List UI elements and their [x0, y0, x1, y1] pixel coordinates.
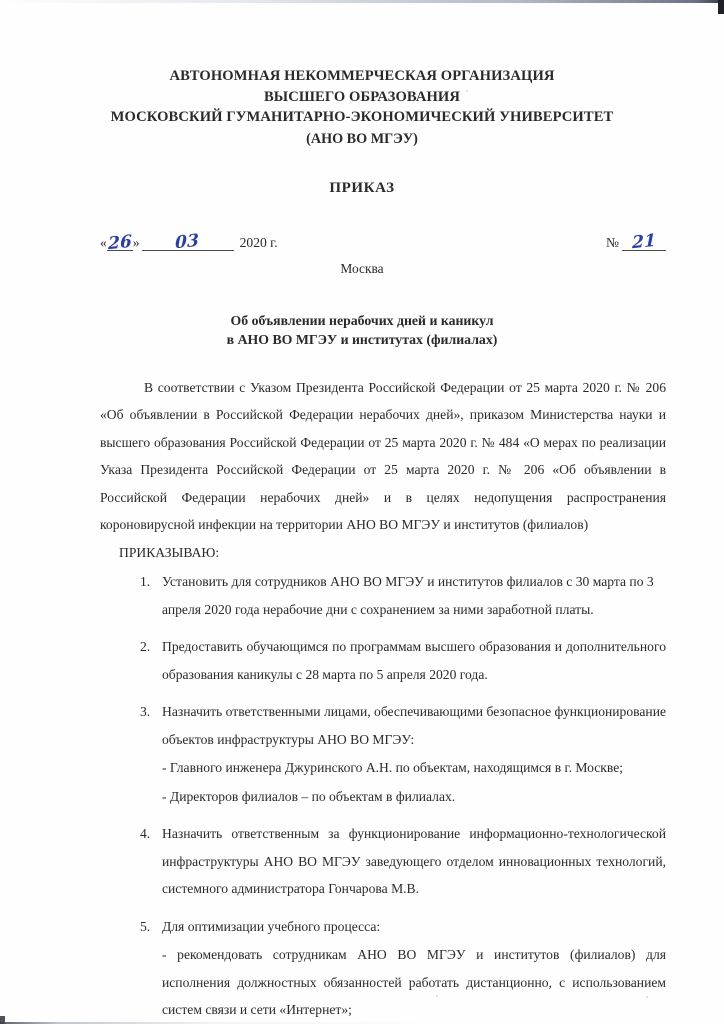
organization-line-3: МОСКОВСКИЙ ГУМАНИТАРНО-ЭКОНОМИЧЕСКИЙ УНИВЕРСИТЕТ — [110, 109, 614, 125]
orders-heading: ПРИКАЗЫВАЮ: — [119, 544, 220, 560]
order-item — [100, 698, 666, 810]
order-item — [100, 913, 666, 1024]
date-year: 2020 г. — [239, 234, 278, 250]
document-kind-title: ПРИКАЗ — [329, 179, 395, 196]
document-number-group — [606, 230, 666, 253]
date-day-handwritten: 26 — [107, 231, 132, 254]
order-subitem: - Директоров филиалов – по объектам в филиалах. — [162, 788, 456, 804]
order-item — [100, 820, 666, 903]
number-label: № — [606, 234, 619, 250]
order-item-marker: 4. — [140, 826, 151, 841]
document-city: Москва — [340, 260, 384, 276]
document-body — [0, 374, 724, 1024]
subject-line-2: в АНО ВО МГЭУ и институтах (филиалах) — [226, 331, 498, 347]
number-field — [622, 230, 666, 253]
date-month-handwritten: 03 — [175, 230, 200, 253]
organization-header — [0, 0, 724, 128]
order-subitem: - рекомендовать сотрудникам АНО ВО МГЭУ и институтов (филиалов) для исполнения должностных обязанностей работать дистанционно, с использованием систем связи и сети «Интернет»; — [162, 947, 666, 1017]
order-subitem: - Главного инженера Джуринского А.Н. по объектам, находящимся в г. Москве; — [162, 760, 624, 775]
order-item-text: Для оптимизации учебного процесса: — [162, 918, 381, 934]
number-handwritten: 21 — [631, 230, 657, 253]
order-item-text: Предоставить обучающимся по программам высшего образования и дополнительного образования каникулы с 28 марта по 5 апреля 2020 года. — [162, 639, 666, 682]
organization-abbreviation: (АНО ВО МГЭУ) — [306, 130, 418, 147]
order-item — [100, 633, 666, 688]
document-date-group — [100, 230, 278, 254]
orders-list — [100, 568, 666, 1024]
order-item-marker: 1. — [140, 574, 151, 589]
order-item-text: Установить для сотрудников АНО ВО МГЭУ и институтов филиалов с 30 марта по 3 апреля 2020 года нерабочие дни с сохранением за ними заработной платы. — [162, 574, 654, 617]
order-item-marker: 3. — [140, 704, 151, 719]
organization-line-1: АВТОНОМНАЯ НЕКОММЕРЧЕСКАЯ ОРГАНИЗАЦИЯ — [169, 68, 555, 84]
document-subject — [0, 311, 724, 349]
date-quote-close: » — [132, 234, 140, 250]
order-item-text: Назначить ответственным за функционирование информационно-технологической инфраструктуры АНО ВО МГЭУ заведующего отделом инновационных технологий, системного администратора Гончарова М.В. — [162, 826, 666, 896]
order-item — [100, 568, 666, 623]
document-meta-row — [0, 230, 724, 276]
order-item-marker: 2. — [140, 639, 151, 654]
order-item-text: Назначить ответственными лицами, обеспечивающими безопасное функционирование объектов инфраструктуры АНО ВО МГЭУ: — [162, 704, 667, 747]
subject-line-1: Об объявлении нерабочих дней и каникул — [230, 312, 494, 328]
date-month-field — [142, 230, 234, 253]
date-day-field — [107, 231, 133, 254]
order-item-marker: 5. — [140, 918, 151, 934]
organization-line-2: ВЫСШЕГО ОБРАЗОВАНИЯ — [263, 88, 461, 105]
preamble-paragraph: В соответствии с Указом Президента Российской Федерации от 25 марта 2020 г. № 206 «Об объявлении в Российской Федерации нерабочих дней», приказом Министерства науки и высшего образования Российской Федерации от 25 марта 2020 г. № 484 «О мерах по реализации Указа Президента Российской Федерации от 25 марта 2020 г. № 206 «Об объявлении в Российской Федерации нерабочих дней» и в целях недопущения распространения короновирусной инфекции на территории АНО ВО МГЭУ и институтов (филиалов) — [100, 379, 666, 532]
date-quote-open: « — [100, 234, 107, 250]
